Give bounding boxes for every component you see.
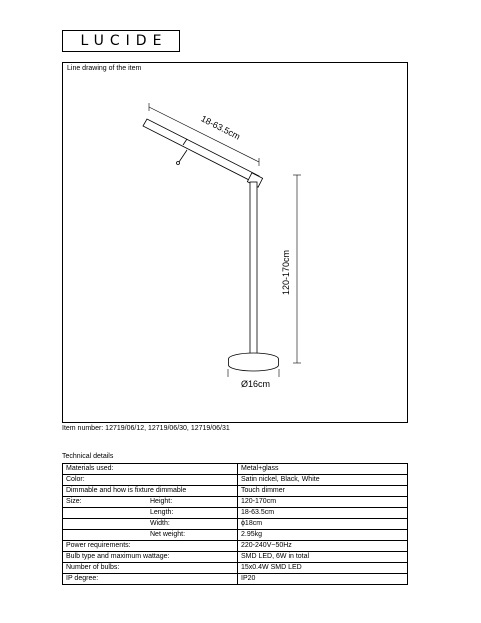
table-row	[63, 530, 408, 541]
spec-value: Satin nickel, Black, White	[238, 475, 408, 486]
technical-details-table	[62, 463, 408, 585]
spec-value: 2.95kg	[238, 530, 408, 541]
spec-sub-label: Net weight:	[150, 531, 186, 538]
table-row	[63, 552, 408, 563]
spec-value: Metal+glass	[238, 464, 408, 475]
spec-label	[63, 508, 238, 519]
spec-value: 220-240V~50Hz	[238, 541, 408, 552]
table-row	[63, 486, 408, 497]
table-row	[63, 475, 408, 486]
table-row	[63, 574, 408, 585]
base-dimension-label: Ø16cm	[241, 379, 271, 389]
item-number: Item number: 12719/06/12, 12719/06/30, 12719/06/31	[62, 425, 230, 432]
table-row	[63, 497, 408, 508]
spec-label: Power requirements:	[63, 541, 238, 552]
spec-label	[63, 530, 238, 541]
spec-label: IP degree:	[63, 574, 238, 585]
table-row	[63, 541, 408, 552]
spec-value: 15x0.4W SMD LED	[238, 563, 408, 574]
drawing-title: Line drawing of the item	[67, 65, 142, 72]
arm-dimension-label: 18-63.5cm	[199, 113, 242, 142]
spec-label: Materials used:	[63, 464, 238, 475]
technical-details-title: Technical details	[62, 453, 114, 460]
table-row	[63, 563, 408, 574]
spec-value: 120-170cm	[238, 497, 408, 508]
spec-label: Color:	[63, 475, 238, 486]
spec-value: SMD LED, 6W in total	[238, 552, 408, 563]
spec-sub-label: Height:	[150, 498, 173, 505]
spec-value: IP20	[238, 574, 408, 585]
table-row	[63, 464, 408, 475]
spec-label: Bulb type and maximum wattage:	[63, 552, 238, 563]
spec-value: Touch dimmer	[238, 486, 408, 497]
line-drawing-panel	[62, 62, 408, 423]
lamp-line-drawing	[63, 63, 409, 424]
spec-label	[63, 519, 238, 530]
spec-label: Dimmable and how is fixture dimmable	[63, 486, 238, 497]
height-dimension-label: 120-170cm	[281, 249, 291, 295]
table-row	[63, 519, 408, 530]
spec-sub-label: Length:	[150, 509, 174, 516]
brand-logo: LUCIDE	[62, 30, 180, 52]
spec-label	[63, 497, 238, 508]
spec-value: ϕ18cm	[238, 519, 408, 530]
spec-group-label: Size:	[66, 498, 82, 505]
table-row	[63, 508, 408, 519]
spec-value: 18-63.5cm	[238, 508, 408, 519]
spec-label: Number of bulbs:	[63, 563, 238, 574]
spec-sub-label: Width:	[150, 520, 170, 527]
